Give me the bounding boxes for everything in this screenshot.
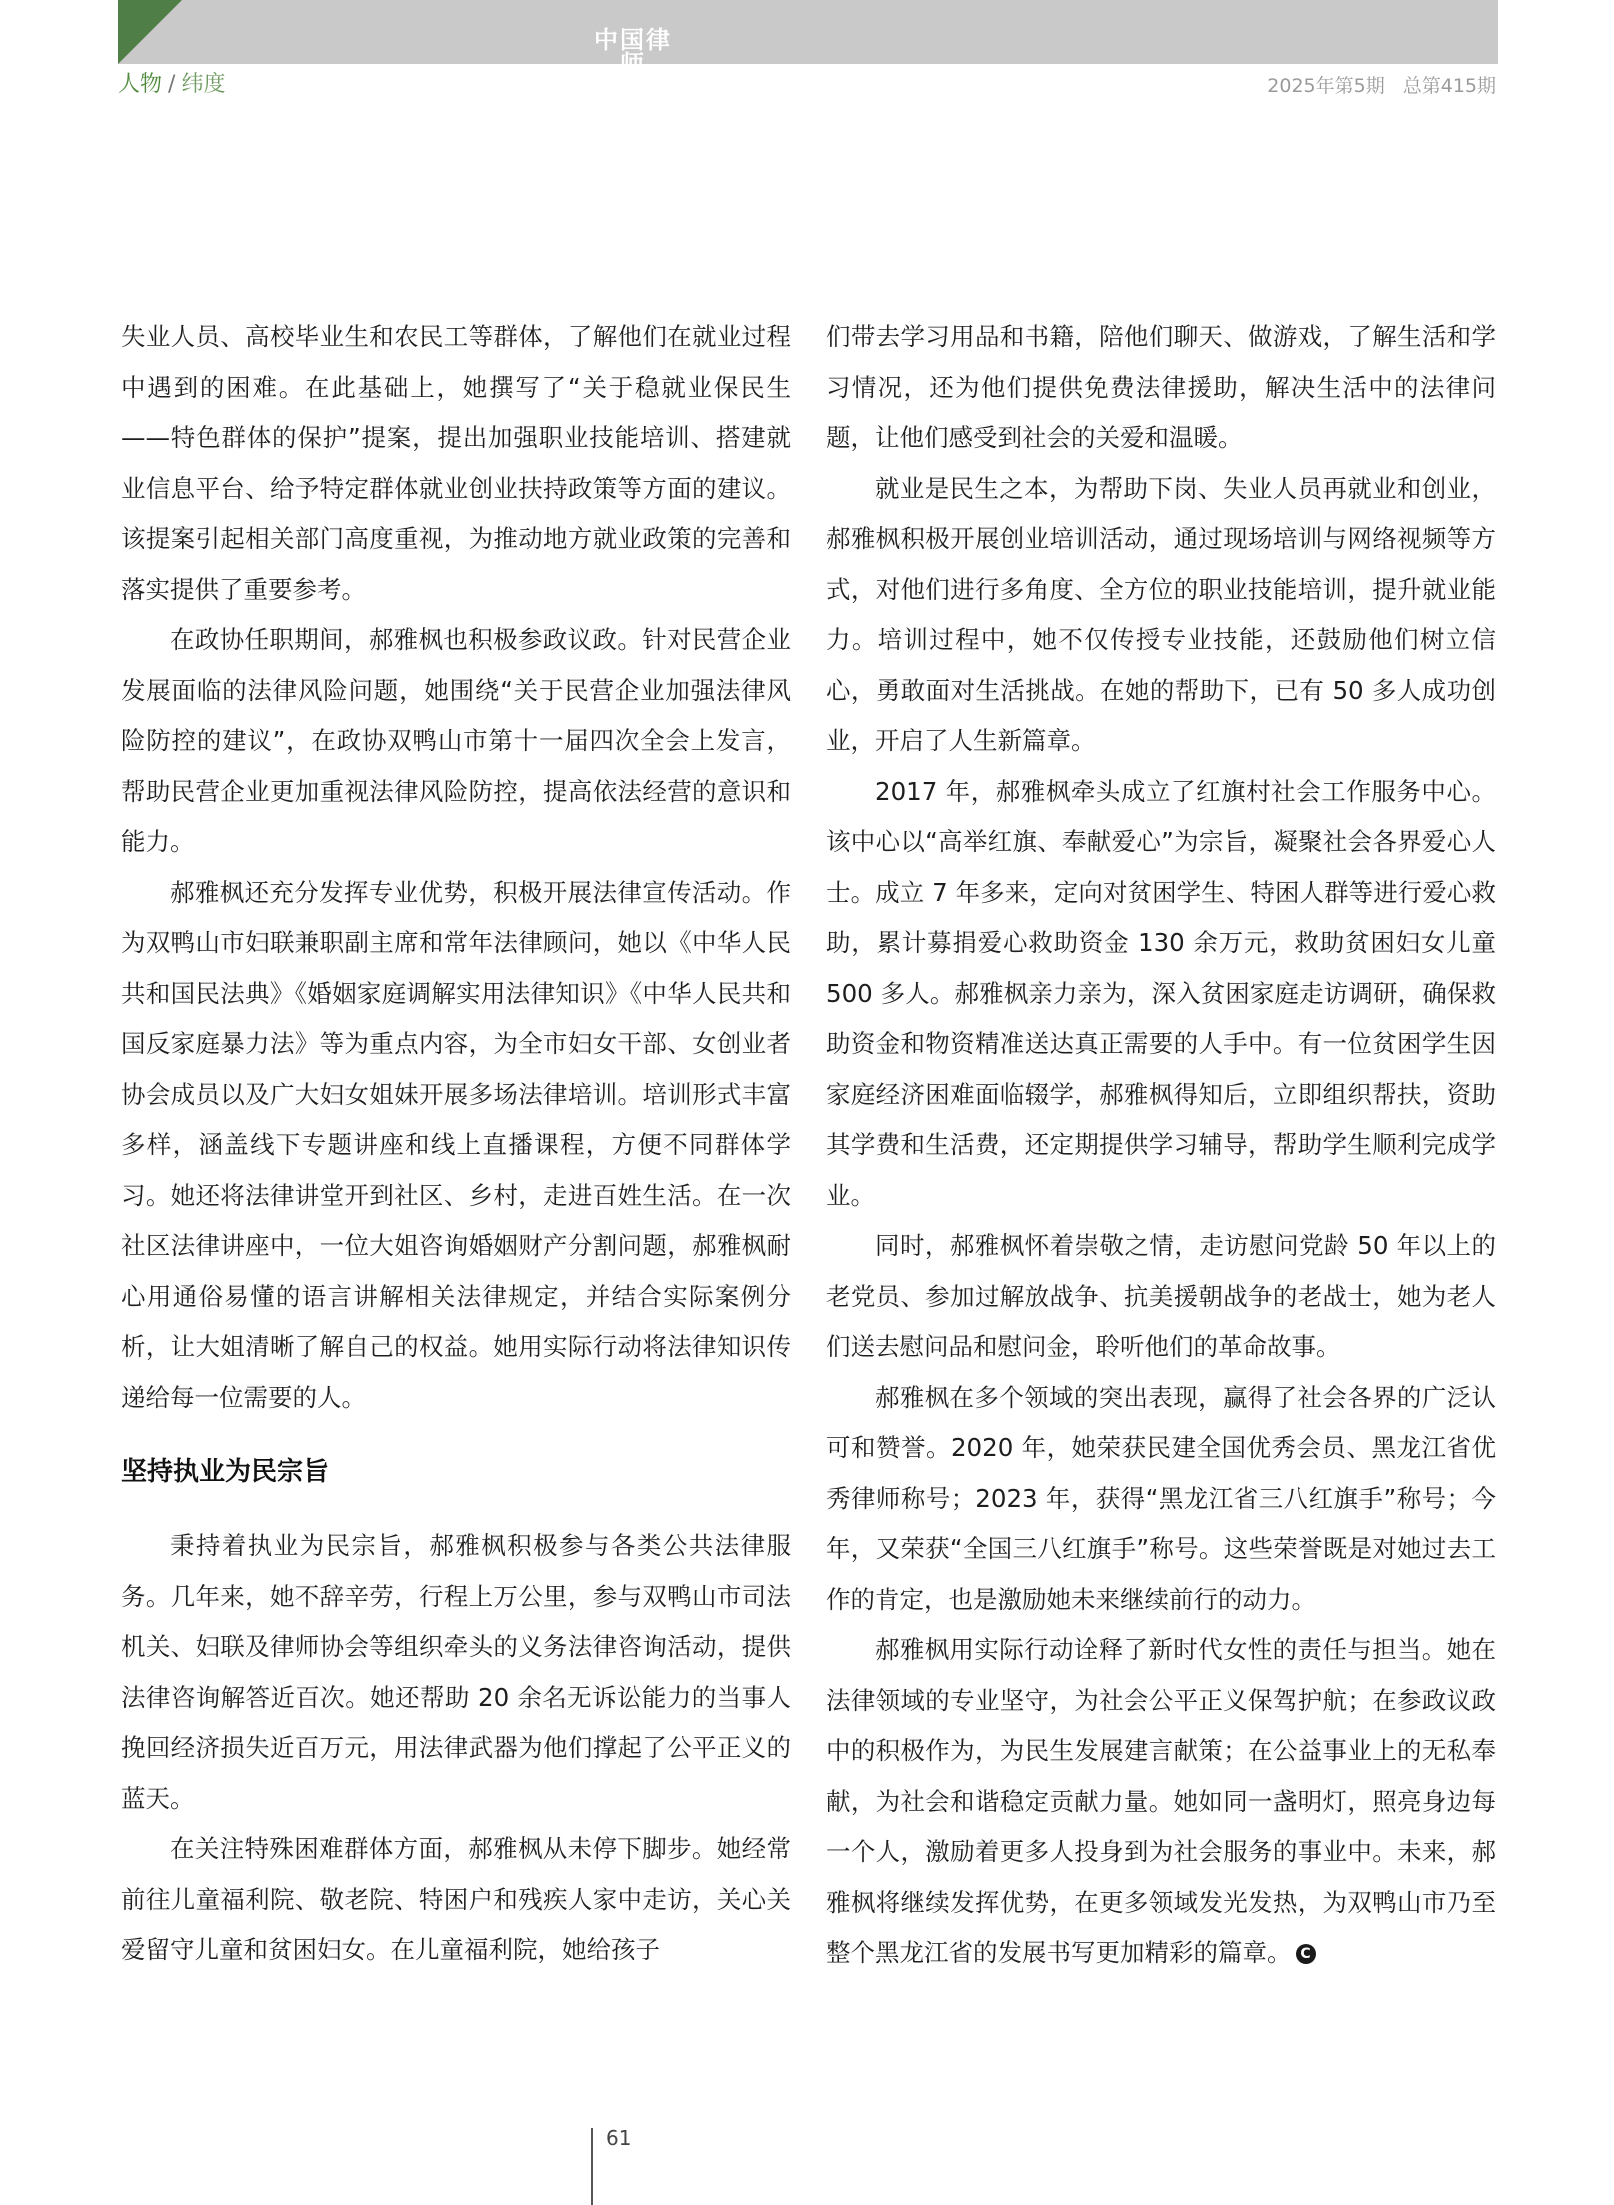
paragraph: 2017 年，郝雅枫牵头成立了红旗村社会工作服务中心。该中心以“高举红旗、奉献爱心”为宗旨，凝聚社会各界爱心人士。成立 7 年多来，定向对贫困学生、特困人群等进行爱心救助，累计募捐爱心救助资金 130 余万元，救助贫困妇女儿童 500 多人。郝雅枫亲力亲为，深入贫困家庭走访调研，确保救助资金和物资精准送达真正需要的人手中。有一位贫困学生因家庭经济困难面临辍学，郝雅枫得知后，立即组织帮扶，资助其学费和生活费，还定期提供学习辅导，帮助学生顺利完成学业。 bbox=[826, 776, 1496, 1210]
article-column-left bbox=[121, 312, 791, 1976]
paragraph bbox=[826, 1625, 1496, 1979]
paragraph: 失业人员、高校毕业生和农民工等群体，了解他们在就业过程中遇到的困难。在此基础上，她撰写了“关于稳就业保民生——特色群体的保护”提案，提出加强职业技能培训、搭建就业信息平台、给予特定群体就业创业扶持政策等方面的建议。该提案引起相关部门高度重视，为推动地方就业政策的完善和落实提供了重要参考。 bbox=[121, 322, 791, 604]
footer-divider bbox=[591, 2128, 593, 2205]
article-end-icon: C bbox=[1296, 1944, 1316, 1964]
section-heading: 坚持执业为民宗旨 bbox=[121, 1457, 330, 1487]
section-separator: / bbox=[168, 72, 176, 97]
paragraph: 秉持着执业为民宗旨，郝雅枫积极参与各类公共法律服务。几年来，她不辞辛劳，行程上万公里，参与双鸭山市司法机关、妇联及律师协会等组织牵头的义务法律咨询活动，提供法律咨询解答近百次。她还帮助 20 余名无诉讼能力的当事人挽回经济损失近百万元，用法律武器为他们撑起了公平正义的蓝天。 bbox=[121, 1531, 791, 1813]
paragraph: 们带去学习用品和书籍，陪他们聊天、做游戏，了解生活和学习情况，还为他们提供免费法律援助，解决生活中的法律问题，让他们感受到社会的关爱和温暖。 bbox=[826, 322, 1496, 452]
paragraph: 在政协任职期间，郝雅枫也积极参政议政。针对民营企业发展面临的法律风险问题，她围绕“关于民营企业加强法律风险防控的建议”，在政协双鸭山市第十一届四次全会上发言，帮助民营企业更加重视法律风险防控，提高依法经营的意识和能力。 bbox=[121, 625, 791, 856]
issue-info bbox=[1267, 75, 1496, 98]
section-label bbox=[118, 72, 225, 98]
masthead-logo: 中国律师 bbox=[594, 25, 672, 78]
section-name: 人物 bbox=[118, 72, 163, 97]
total-issue-number: 总第415期 bbox=[1402, 75, 1496, 97]
issue-number: 2025年第5期 bbox=[1267, 75, 1385, 97]
subsection-name: 纬度 bbox=[181, 72, 226, 97]
paragraph-text: 郝雅枫用实际行动诠释了新时代女性的责任与担当。她在法律领域的专业坚守，为社会公平正义保驾护航；在参政议政中的积极作为，为民生发展建言献策；在公益事业上的无私奉献，为社会和谐稳定贡献力量。她如同一盏明灯，照亮身边每一个人，激励着更多人投身到为社会服务的事业中。未来，郝雅枫将继续发挥优势，在更多领域发光发热，为双鸭山市乃至整个黑龙江省的发展书写更加精彩的篇章。 bbox=[826, 1635, 1496, 1967]
paragraph: 郝雅枫还充分发挥专业优势，积极开展法律宣传活动。作为双鸭山市妇联兼职副主席和常年法律顾问，她以《中华人民共和国民法典》《婚姻家庭调解实用法律知识》《中华人民共和国反家庭暴力法》等为重点内容，为全市妇女干部、女创业者协会成员以及广大妇女姐妹开展多场法律培训。培训形式丰富多样，涵盖线下专题讲座和线上直播课程，方便不同群体学习。她还将法律讲堂开到社区、乡村，走进百姓生活。在一次社区法律讲座中，一位大姐咨询婚姻财产分割问题，郝雅枫耐心用通俗易懂的语言讲解相关法律规定，并结合实际案例分析，让大姐清晰了解自己的权益。她用实际行动将法律知识传递给每一位需要的人。 bbox=[121, 877, 791, 1412]
paragraph: 就业是民生之本，为帮助下岗、失业人员再就业和创业，郝雅枫积极开展创业培训活动，通过现场培训与网络视频等方式，对他们进行多角度、全方位的职业技能培训，提升就业能力。培训过程中，她不仅传授专业技能，还鼓励他们树立信心，勇敢面对生活挑战。在她的帮助下，已有 50 多人成功创业，开启了人生新篇章。 bbox=[826, 473, 1496, 755]
article-column-right bbox=[826, 312, 1496, 1979]
paragraph: 郝雅枫在多个领域的突出表现，赢得了社会各界的广泛认可和赞誉。2020 年，她荣获民建全国优秀会员、黑龙江省优秀律师称号；2023 年，获得“黑龙江省三八红旗手”称号；今年，又荣获“全国三八红旗手”称号。这些荣誉既是对她过去工作的肯定，也是激励她未来继续前行的动力。 bbox=[826, 1382, 1496, 1614]
paragraph: 同时，郝雅枫怀着崇敬之情，走访慰问党龄 50 年以上的老党员、参加过解放战争、抗美援朝战争的老战士，她为老人们送去慰问品和慰问金，聆听他们的革命故事。 bbox=[826, 1231, 1496, 1361]
page-number: 61 bbox=[606, 2126, 632, 2150]
header-bar bbox=[118, 0, 1498, 64]
header-accent-triangle bbox=[118, 0, 182, 64]
paragraph: 在关注特殊困难群体方面，郝雅枫从未停下脚步。她经常前往儿童福利院、敬老院、特困户和残疾人家中走访，关心关爱留守儿童和贫困妇女。在儿童福利院，她给孩子 bbox=[121, 1834, 791, 1964]
